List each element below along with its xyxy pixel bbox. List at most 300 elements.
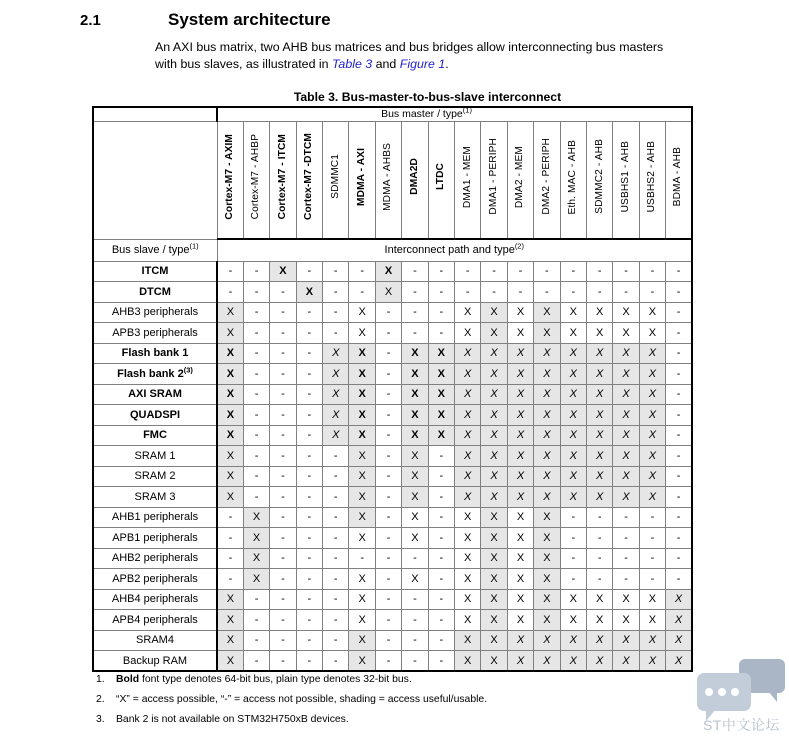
- matrix-cell: [455, 589, 481, 610]
- cell-value: X: [332, 347, 340, 360]
- cell-value: -: [413, 326, 417, 339]
- cell-value: X: [674, 634, 683, 647]
- matrix-cell: [428, 528, 454, 549]
- matrix-cell: [270, 630, 296, 651]
- cell-value: X: [358, 347, 366, 360]
- cell-value: -: [281, 531, 285, 544]
- cell-value: X: [226, 470, 235, 483]
- matrix-cell: [481, 405, 507, 426]
- cell-value: -: [571, 552, 576, 565]
- matrix-cell: [507, 323, 533, 344]
- row-label-flash-bank-1: Flash bank 1: [93, 343, 217, 364]
- footnote-text: “X” = access possible, “-” = access not possible, shading = access useful/usable.: [116, 694, 488, 705]
- cell-value: -: [281, 408, 285, 421]
- cell-value: X: [543, 511, 551, 524]
- cell-value: X: [226, 306, 235, 319]
- cell-value: -: [413, 552, 417, 565]
- matrix-cell: [534, 384, 560, 405]
- matrix-cell: [613, 446, 639, 467]
- cell-value: X: [516, 552, 525, 565]
- matrix-cell: [507, 425, 533, 446]
- cell-value: -: [307, 552, 312, 565]
- matrix-cell: [296, 302, 322, 323]
- row-label-ahb1-peripherals: AHB1 peripherals: [93, 507, 217, 528]
- matrix-cell: [586, 405, 612, 426]
- matrix-cell: [639, 323, 665, 344]
- column-header-cortex-m7-itcm: [270, 121, 296, 239]
- matrix-cell: [534, 487, 560, 508]
- cell-value: X: [622, 367, 630, 380]
- cell-value: -: [492, 285, 496, 298]
- cell-value: -: [624, 572, 628, 585]
- matrix-cell: [586, 302, 612, 323]
- column-header-label: Cortex-M7 - AHBP: [250, 134, 262, 220]
- matrix-cell: [402, 446, 428, 467]
- matrix-cell: [639, 302, 665, 323]
- matrix-cell: [666, 425, 692, 446]
- cell-value: X: [226, 367, 235, 380]
- matrix-cell: [349, 446, 375, 467]
- matrix-cell: [296, 487, 322, 508]
- row-label-apb2-peripherals: APB2 peripherals: [93, 569, 217, 590]
- cell-value: X: [569, 490, 577, 503]
- cell-value: -: [307, 449, 312, 462]
- column-header-usbhs1-ahb: [613, 121, 639, 239]
- matrix-cell: [296, 261, 322, 282]
- cell-value: X: [464, 449, 472, 462]
- matrix-cell: [639, 528, 665, 549]
- table-row: [93, 302, 692, 323]
- cell-value: X: [622, 347, 630, 360]
- cell-value: -: [439, 654, 444, 667]
- column-header-eth-mac-ahb: [560, 121, 586, 239]
- matrix-cell: [534, 364, 560, 385]
- matrix-cell: [217, 487, 243, 508]
- footnote-number: 1.: [96, 674, 105, 685]
- matrix-cell: [507, 610, 533, 631]
- column-header-label: BDMA - AHB: [672, 147, 684, 207]
- matrix-cell: [296, 446, 322, 467]
- column-header-label: MDMA - AXI: [356, 147, 368, 206]
- matrix-cell: [375, 302, 401, 323]
- matrix-cell: [507, 446, 533, 467]
- cell-value: -: [386, 429, 391, 442]
- cell-value: -: [386, 388, 391, 401]
- matrix-cell: [507, 569, 533, 590]
- matrix-cell: [270, 466, 296, 487]
- cell-value: X: [516, 613, 525, 626]
- matrix-cell: [534, 569, 560, 590]
- cell-value: -: [386, 367, 391, 380]
- cell-value: X: [569, 326, 577, 339]
- matrix-cell: [613, 610, 639, 631]
- table-row: [93, 548, 692, 569]
- column-header-bdma-ahb: [666, 121, 692, 239]
- cell-value: X: [490, 429, 498, 442]
- header-corner-cell: [93, 121, 217, 239]
- matrix-cell: [349, 261, 375, 282]
- cell-value: X: [358, 634, 366, 647]
- cell-value: X: [411, 511, 419, 524]
- column-header-label: DMA2D: [408, 158, 420, 196]
- cell-value: -: [333, 572, 338, 585]
- cell-value: X: [490, 572, 498, 585]
- matrix-cell: [402, 343, 428, 364]
- matrix-cell: [455, 364, 481, 385]
- cell-value: X: [464, 326, 472, 339]
- matrix-cell: [375, 282, 401, 303]
- cell-value: -: [333, 449, 338, 462]
- matrix-cell: [586, 548, 612, 569]
- cell-value: -: [281, 449, 285, 462]
- column-header-label: DMA1 - MEM: [461, 145, 473, 208]
- cell-value: -: [650, 572, 655, 585]
- matrix-cell: [639, 548, 665, 569]
- cell-value: X: [226, 593, 235, 606]
- matrix-cell: [586, 446, 612, 467]
- matrix-cell: [323, 364, 349, 385]
- cell-value: X: [490, 347, 498, 360]
- cell-value: X: [411, 408, 419, 421]
- matrix-cell: [666, 343, 692, 364]
- matrix-cell: [402, 528, 428, 549]
- matrix-cell: [349, 528, 375, 549]
- cell-value: X: [622, 613, 630, 626]
- matrix-cell: [586, 569, 612, 590]
- matrix-cell: [560, 630, 586, 651]
- cell-value: -: [281, 367, 285, 380]
- matrix-cell: [507, 405, 533, 426]
- matrix-cell: [613, 384, 639, 405]
- cell-value: -: [597, 511, 602, 524]
- matrix-cell: [534, 343, 560, 364]
- cell-value: -: [333, 593, 338, 606]
- cell-value: -: [439, 552, 444, 565]
- matrix-cell: [296, 323, 322, 344]
- cell-value: X: [569, 470, 577, 483]
- cell-value: X: [595, 634, 604, 647]
- matrix-cell: [428, 569, 454, 590]
- matrix-cell: [560, 487, 586, 508]
- cell-value: -: [439, 593, 444, 606]
- matrix-cell: [507, 528, 533, 549]
- matrix-cell: [217, 630, 243, 651]
- cell-value: X: [595, 654, 604, 667]
- cell-value: -: [597, 552, 602, 565]
- cell-value: X: [543, 572, 551, 585]
- matrix-cell: [666, 405, 692, 426]
- matrix-cell: [243, 466, 269, 487]
- cell-value: X: [490, 531, 498, 544]
- matrix-cell: [375, 405, 401, 426]
- matrix-cell: [375, 630, 401, 651]
- cell-value: -: [254, 613, 259, 626]
- matrix-cell: [428, 405, 454, 426]
- matrix-cell: [217, 610, 243, 631]
- cell-value: -: [676, 572, 681, 585]
- matrix-cell: [586, 466, 612, 487]
- cell-value: X: [516, 347, 525, 360]
- cell-value: -: [360, 552, 364, 565]
- footnote-number: 2.: [96, 694, 105, 705]
- cell-value: X: [226, 326, 235, 339]
- cell-value: X: [464, 511, 472, 524]
- row-label-ahb3-peripherals: AHB3 peripherals: [93, 302, 217, 323]
- table-row: [93, 323, 692, 344]
- cell-value: -: [281, 654, 285, 667]
- matrix-cell: [560, 384, 586, 405]
- cell-value: -: [676, 326, 681, 339]
- cell-value: -: [307, 470, 312, 483]
- matrix-cell: [349, 425, 375, 446]
- interconnect-table-wrapper: [92, 106, 693, 672]
- matrix-cell: [323, 405, 349, 426]
- cell-value: -: [281, 572, 285, 585]
- cell-value: X: [543, 593, 551, 606]
- matrix-cell: [243, 343, 269, 364]
- cell-value: X: [305, 285, 314, 298]
- matrix-cell: [323, 528, 349, 549]
- intro-text-1: An AXI bus matrix, two AHB bus matrices and bus bridges allow interconnecting bus masters with bus slaves, as illustrated in: [155, 40, 664, 71]
- cell-value: -: [676, 552, 681, 565]
- matrix-cell: [323, 323, 349, 344]
- footnote-lead: Bold: [116, 674, 140, 685]
- matrix-cell: [666, 466, 692, 487]
- cell-value: X: [516, 429, 525, 442]
- matrix-cell: [455, 425, 481, 446]
- cell-value: -: [307, 408, 312, 421]
- cell-value: -: [439, 613, 444, 626]
- cell-value: -: [254, 408, 259, 421]
- matrix-cell: [428, 425, 454, 446]
- matrix-cell: [534, 528, 560, 549]
- table-caption: Table 3. Bus-master-to-bus-slave interconnect: [293, 90, 562, 104]
- band-corner-cell: [93, 107, 217, 121]
- section-heading: [0, 6, 789, 36]
- cell-value: X: [569, 449, 577, 462]
- cell-value: X: [358, 593, 366, 606]
- matrix-cell: [481, 282, 507, 303]
- matrix-cell: [323, 651, 349, 672]
- cell-value: X: [437, 388, 445, 401]
- cell-value: -: [571, 511, 576, 524]
- matrix-cell: [455, 446, 481, 467]
- cell-value: -: [386, 347, 391, 360]
- matrix-cell: [217, 261, 243, 282]
- cell-value: X: [595, 490, 604, 503]
- matrix-cell: [270, 282, 296, 303]
- matrix-cell: [375, 261, 401, 282]
- cell-value: -: [439, 306, 444, 319]
- cell-value: X: [543, 654, 551, 667]
- cell-value: -: [333, 326, 338, 339]
- cell-value: -: [333, 470, 338, 483]
- cell-value: -: [254, 654, 259, 667]
- matrix-cell: [428, 343, 454, 364]
- matrix-cell: [481, 589, 507, 610]
- cell-value: -: [386, 572, 391, 585]
- cell-value: -: [254, 388, 259, 401]
- cell-value: X: [543, 470, 551, 483]
- cell-value: -: [228, 285, 233, 298]
- matrix-cell: [296, 384, 322, 405]
- cell-value: X: [226, 429, 235, 442]
- column-header-dma1-mem: [455, 121, 481, 239]
- matrix-cell: [243, 589, 269, 610]
- matrix-cell: [323, 261, 349, 282]
- cell-value: X: [358, 490, 366, 503]
- matrix-cell: [560, 323, 586, 344]
- matrix-cell: [270, 487, 296, 508]
- cell-value: -: [676, 347, 681, 360]
- matrix-cell: [666, 302, 692, 323]
- matrix-cell: [613, 589, 639, 610]
- cell-value: -: [307, 511, 312, 524]
- cell-value: -: [439, 634, 444, 647]
- cell-value: X: [516, 306, 525, 319]
- cell-value: X: [516, 654, 525, 667]
- matrix-cell: [217, 425, 243, 446]
- matrix-cell: [243, 651, 269, 672]
- table-3-crossref-link[interactable]: Table 3: [332, 57, 373, 71]
- matrix-cell: [428, 466, 454, 487]
- matrix-cell: [270, 548, 296, 569]
- cell-value: -: [386, 634, 391, 647]
- table-row: [93, 466, 692, 487]
- matrix-cell: [560, 302, 586, 323]
- matrix-cell: [217, 384, 243, 405]
- row-label-axi-sram: AXI SRAM: [93, 384, 217, 405]
- matrix-cell: [323, 630, 349, 651]
- cell-value: -: [333, 634, 338, 647]
- table-row: [93, 507, 692, 528]
- matrix-cell: [560, 548, 586, 569]
- ellipsis-dots-icon: [705, 688, 739, 696]
- cell-value: -: [439, 449, 444, 462]
- cell-value: -: [254, 449, 259, 462]
- cell-value: X: [595, 429, 604, 442]
- column-header-dma2-periph: [534, 121, 560, 239]
- row-label-itcm: ITCM: [93, 261, 217, 282]
- matrix-cell: [296, 425, 322, 446]
- table-row: [93, 282, 692, 303]
- matrix-cell: [375, 323, 401, 344]
- cell-value: -: [333, 306, 338, 319]
- cell-value: X: [516, 449, 525, 462]
- cell-value: X: [226, 654, 235, 667]
- cell-value: X: [622, 388, 630, 401]
- cell-value: X: [464, 634, 472, 647]
- cell-value: X: [358, 326, 366, 339]
- table-row: [93, 405, 692, 426]
- matrix-cell: [375, 487, 401, 508]
- matrix-cell: [481, 548, 507, 569]
- matrix-cell: [639, 569, 665, 590]
- watermark-text: ST中文论坛: [703, 717, 780, 733]
- matrix-cell: [270, 323, 296, 344]
- matrix-cell: [428, 446, 454, 467]
- matrix-cell: [243, 446, 269, 467]
- matrix-cell: [586, 364, 612, 385]
- figure-1-crossref-link[interactable]: Figure 1: [399, 57, 446, 71]
- matrix-cell: [217, 323, 243, 344]
- cell-value: X: [226, 490, 235, 503]
- cell-value: X: [384, 285, 393, 298]
- matrix-cell: [349, 630, 375, 651]
- matrix-cell: [613, 507, 639, 528]
- matrix-cell: [428, 630, 454, 651]
- cell-value: X: [648, 306, 657, 319]
- cell-value: X: [543, 490, 551, 503]
- cell-value: X: [358, 572, 366, 585]
- matrix-cell: [560, 446, 586, 467]
- row-label-dtcm: DTCM: [93, 282, 217, 303]
- column-header-label: Eth. MAC - AHB: [567, 139, 579, 214]
- matrix-cell: [639, 446, 665, 467]
- cell-value: X: [332, 367, 340, 380]
- matrix-cell: [270, 589, 296, 610]
- matrix-cell: [586, 507, 612, 528]
- matrix-cell: [402, 487, 428, 508]
- cell-value: -: [254, 429, 259, 442]
- intro-paragraph: [155, 39, 675, 73]
- matrix-cell: [217, 528, 243, 549]
- cell-value: X: [648, 388, 657, 401]
- bus-master-band-row: [93, 107, 692, 121]
- cell-value: -: [307, 265, 312, 278]
- cell-value: -: [413, 613, 417, 626]
- cell-value: -: [386, 593, 391, 606]
- cell-value: X: [543, 552, 551, 565]
- cell-value: X: [595, 347, 604, 360]
- cell-value: X: [226, 347, 235, 360]
- matrix-cell: [217, 405, 243, 426]
- matrix-cell: [481, 343, 507, 364]
- cell-value: -: [650, 511, 655, 524]
- matrix-cell: [270, 569, 296, 590]
- matrix-cell: [481, 569, 507, 590]
- cell-value: -: [228, 572, 233, 585]
- matrix-cell: [428, 589, 454, 610]
- matrix-cell: [507, 261, 533, 282]
- matrix-cell: [455, 261, 481, 282]
- cell-value: X: [358, 531, 366, 544]
- column-header-dma1-periph: [481, 121, 507, 239]
- cell-value: X: [569, 347, 577, 360]
- matrix-cell: [375, 446, 401, 467]
- cell-value: -: [228, 531, 233, 544]
- section-title: System architecture: [168, 10, 331, 29]
- matrix-cell: [639, 282, 665, 303]
- matrix-cell: [507, 630, 533, 651]
- matrix-cell: [217, 548, 243, 569]
- cell-value: X: [543, 449, 551, 462]
- cell-value: -: [413, 285, 417, 298]
- matrix-cell: [349, 651, 375, 672]
- matrix-cell: [560, 425, 586, 446]
- matrix-cell: [507, 548, 533, 569]
- cell-value: X: [437, 347, 445, 360]
- matrix-cell: [402, 323, 428, 344]
- matrix-cell: [639, 343, 665, 364]
- cell-value: X: [569, 613, 577, 626]
- cell-value: X: [464, 654, 472, 667]
- matrix-cell: [639, 364, 665, 385]
- matrix-cell: [586, 528, 612, 549]
- matrix-cell: [296, 651, 322, 672]
- matrix-cell: [296, 343, 322, 364]
- matrix-cell: [402, 569, 428, 590]
